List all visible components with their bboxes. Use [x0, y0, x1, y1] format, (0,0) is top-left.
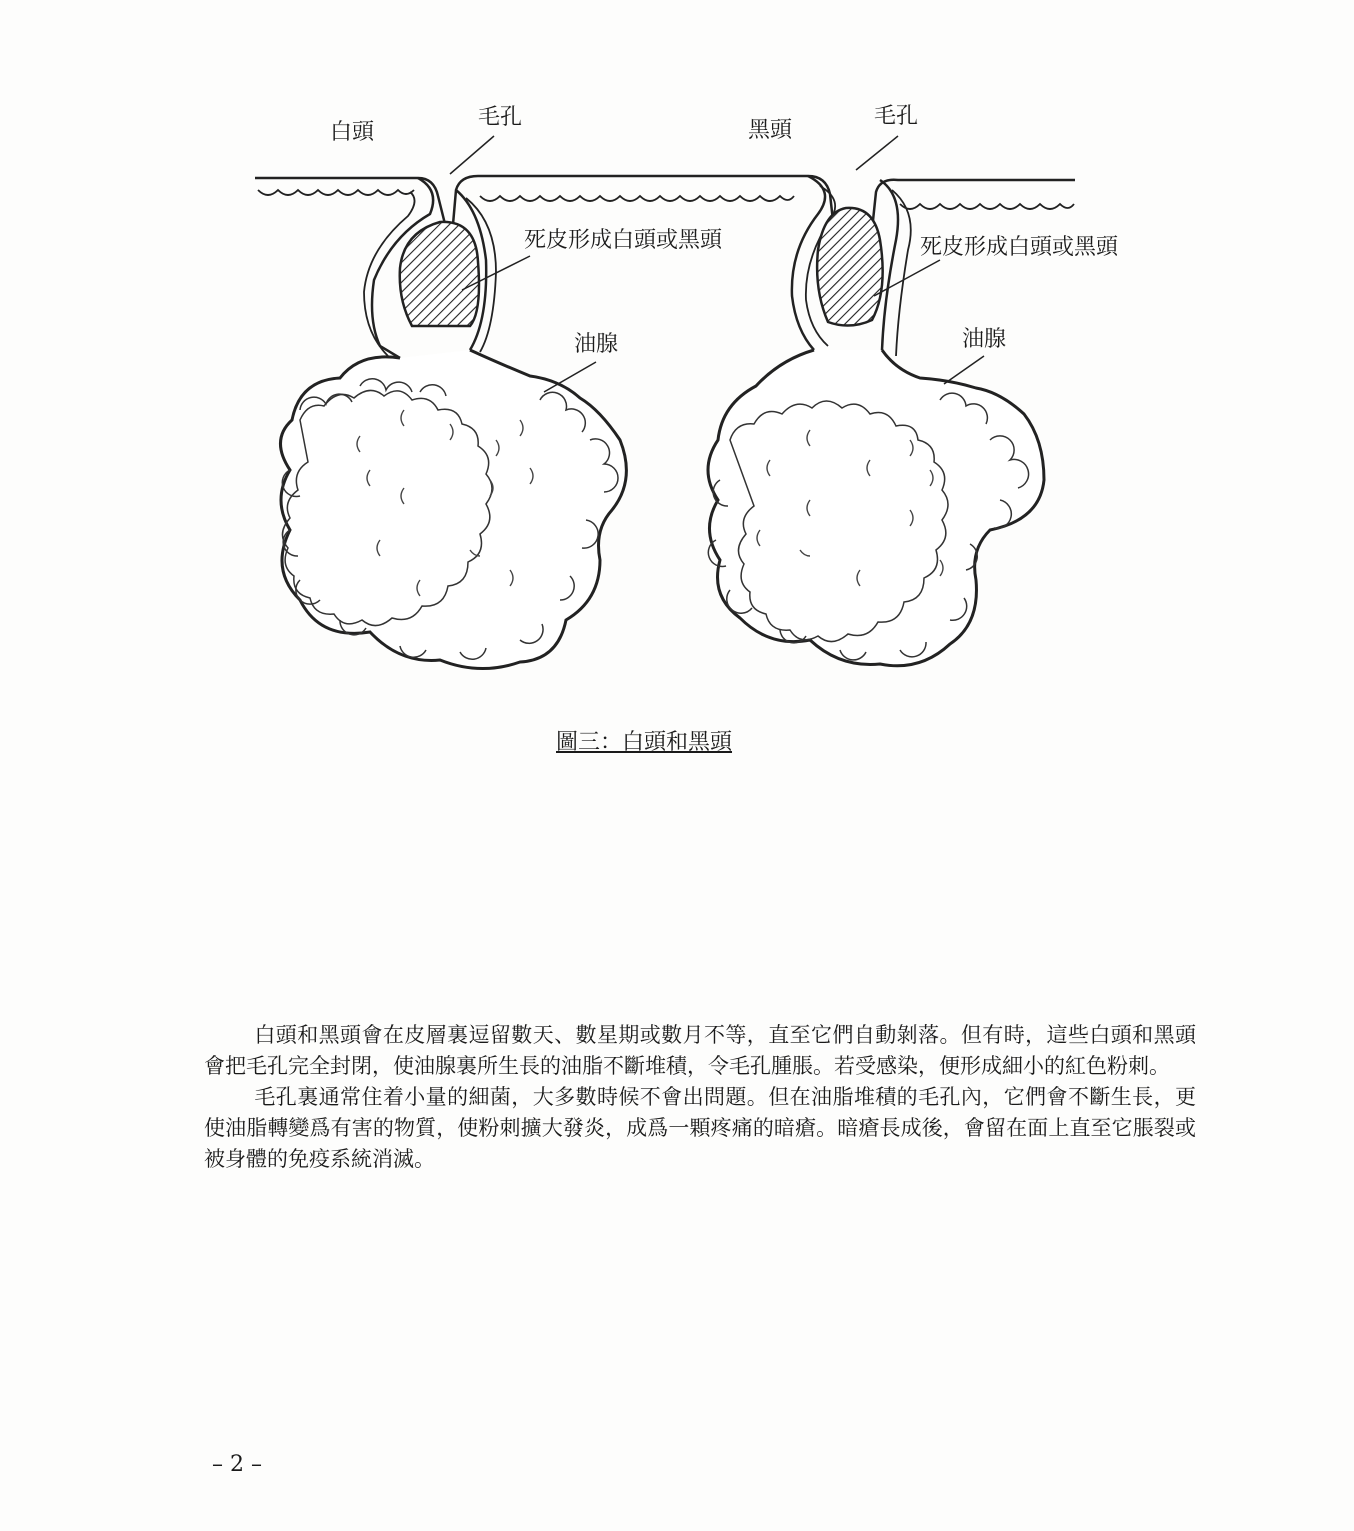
label-right-pore: 毛孔 [874, 104, 919, 129]
right-follicle-right-inner [892, 190, 911, 356]
left-oil-gland [280, 350, 626, 669]
right-oil-gland [708, 350, 1044, 666]
body-text [204, 1020, 1196, 1175]
leader-right-gland [944, 356, 984, 384]
label-blackhead: 黑頭 [748, 118, 793, 143]
skin-wave-left [258, 190, 414, 195]
leader-left-pore [450, 136, 494, 174]
paragraph-1: 白頭和黑頭會在皮層裏逗留數天、數星期或數月不等，直至它們自動剝落。但有時，這些白頭和黑頭會把毛孔完全封閉，使油腺裏所生長的油脂不斷堆積，令毛孔腫脹。若受感染，便形成細小的紅色粉刺。 [204, 1023, 1196, 1078]
label-left-oil-gland: 油腺 [574, 332, 619, 357]
skin-wave-right [900, 204, 1074, 209]
leader-right-pore [856, 136, 898, 170]
figure-caption: 圖三：白頭和黑頭 [556, 730, 733, 755]
skin-wave-middle [480, 196, 794, 201]
right-plug [817, 208, 883, 326]
paragraph-2: 毛孔裏通常住着小量的細菌，大多數時候不會出問題。但在油脂堆積的毛孔內，它們會不斷生長，更使油脂轉變爲有害的物質，使粉刺擴大發炎，成爲一顆疼痛的暗瘡。暗瘡長成後，會留在面上直至它脹裂或被身體的免疫系統消滅。 [204, 1085, 1196, 1171]
label-right-oil-gland: 油腺 [962, 327, 1007, 352]
leader-right-deadskin [874, 260, 940, 296]
left-plug [400, 222, 479, 326]
page-number: – 2 – [212, 1452, 262, 1477]
leader-left-gland [544, 362, 596, 392]
label-left-dead-skin: 死皮形成白頭或黑頭 [524, 228, 723, 253]
label-left-pore: 毛孔 [478, 105, 523, 130]
label-whitehead: 白頭 [330, 120, 375, 145]
label-right-dead-skin: 死皮形成白頭或黑頭 [920, 235, 1119, 260]
